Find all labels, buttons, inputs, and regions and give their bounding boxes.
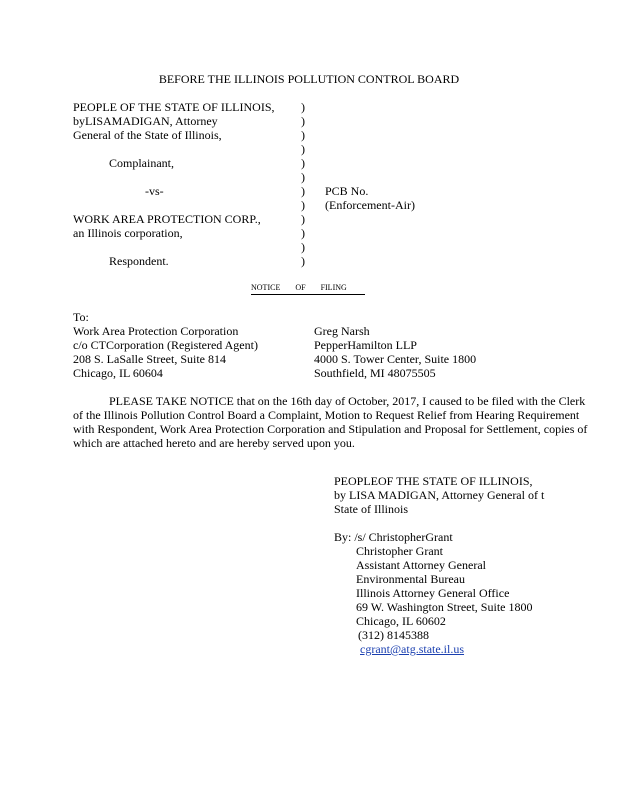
recipient-left-line-3: 208 S. LaSalle Street, Suite 814 [73,352,226,366]
caption-paren: ) [301,226,305,240]
caption-paren: ) [301,184,305,198]
vs-label: -vs- [145,184,164,198]
signature-party-line-3: State of Illinois [334,502,408,516]
recipient-right-line-2: PepperHamilton LLP [314,338,417,352]
caption-paren: ) [301,212,305,226]
signature-by-line: By: /s/ ChristopherGrant [334,530,453,544]
notice-paragraph-text: PLEASE TAKE NOTICE that on the 16th day of October, 2017, I caused to be filed with the Clerk of the Illinois Pollution Control Board a Complaint, Motion to Request Relief from Hearing Requirement with Respondent, Work Area Protection Corporation and Stipulation and Proposal for Settlement, copies of which are attached hereto and are hereby served upon you. [73,394,588,450]
signer-city: Chicago, IL 60602 [356,614,446,628]
signer-phone: (312) 8145388 [358,628,429,642]
notice-heading-word: FILING [320,283,347,292]
recipient-right-line-1: Greg Narsh [314,324,370,338]
signature-party-line-1: PEOPLEOF THE STATE OF ILLINOIS, [334,474,533,488]
caption-paren: ) [301,142,305,156]
signature-party-line-2: by LISA MADIGAN, Attorney General of t [334,488,545,502]
recipient-left-line-1: Work Area Protection Corporation [73,324,239,338]
caption-paren: ) [301,254,305,268]
recipient-left-line-2: c/o CTCorporation (Registered Agent) [73,338,258,352]
notice-of-filing-heading [251,283,365,295]
document-title: BEFORE THE ILLINOIS POLLUTION CONTROL BOARD [158,72,460,86]
recipient-right-line-4: Southfield, MI 48075505 [314,366,436,380]
recipient-left-line-4: Chicago, IL 60604 [73,366,163,380]
respondent-label: Respondent. [109,254,169,268]
signer-bureau: Environmental Bureau [356,572,465,586]
caption-paren: ) [301,240,305,254]
signer-office: Illinois Attorney General Office [356,586,510,600]
plaintiff-line-1: PEOPLE OF THE STATE OF ILLINOIS, [73,100,275,114]
complainant-label: Complainant, [109,156,174,170]
caption-paren: ) [301,100,305,114]
defendant-line-2: an Illinois corporation, [73,226,183,240]
caption-paren: ) [301,156,305,170]
case-type: (Enforcement-Air) [325,198,415,212]
plaintiff-line-3: General of the State of Illinois, [73,128,222,142]
signer-street: 69 W. Washington Street, Suite 1800 [356,600,533,614]
caption-paren: ) [301,170,305,184]
signer-email-link[interactable]: cgrant@atg.state.il.us [360,642,465,656]
notice-heading-word: OF [295,283,306,292]
recipient-right-line-3: 4000 S. Tower Center, Suite 1800 [314,352,477,366]
caption-paren: ) [301,114,305,128]
case-number: PCB No. [325,184,369,198]
caption-paren: ) [301,198,305,212]
notice-heading-word: NOTICE [251,283,281,292]
defendant-line-1: WORK AREA PROTECTION CORP., [73,212,261,226]
notice-paragraph [73,394,593,450]
plaintiff-line-2: byLISAMADIGAN, Attorney [73,114,218,128]
to-label: To: [73,310,89,324]
caption-paren: ) [301,128,305,142]
signer-name: Christopher Grant [356,544,443,558]
signer-title: Assistant Attorney General [356,558,486,572]
